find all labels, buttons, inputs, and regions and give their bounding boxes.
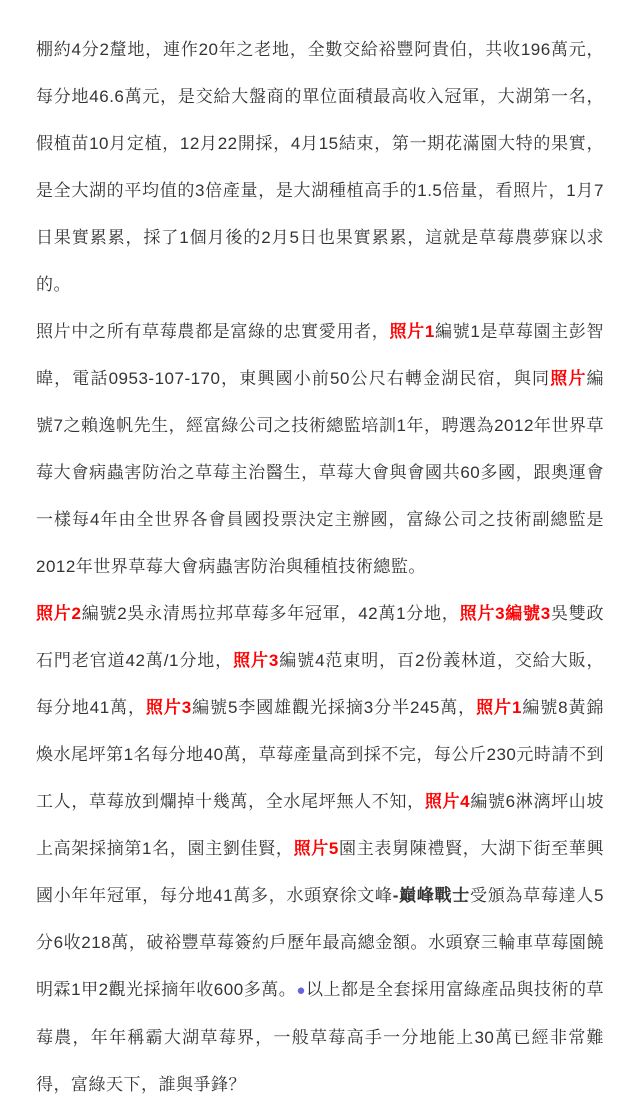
photo-ref-highlight: 照片3編號3 — [459, 604, 551, 623]
text-segment: 編號8黃錦煥水尾坪第1名每分地40萬，草莓產量高到採不完，每公斤230元時請不到工人，草莓放到爛掉十幾萬，全水尾坪無人不知， — [36, 698, 604, 811]
text-segment: 編號5李國雄觀光採摘3分半245萬， — [191, 698, 477, 717]
text-segment: 編號7之賴逸帆先生，經富綠公司之技術總監培訓1年，聘選為2012年世界草莓大會病蟲害防治之草莓主治醫生，草莓大會與會國共60多國，跟奧運會一樣每4年由全世界各會員國投票決定主辦國，富綠公司之技術副總監是2012年世界草莓大會病蟲害防治與種植技術總監。 — [36, 369, 605, 576]
photo-ref-highlight: 照片1 — [476, 698, 522, 717]
text-segment: 編號6淋漓坪山坡上高架採摘第1名，園主劉佳賢， — [36, 792, 604, 858]
text-segment: 編號4范東明，百2份義林道，交給大販，每分地41萬， — [36, 651, 604, 717]
text-segment: 照片中之所有草莓農都是富綠的忠實愛用者， — [36, 322, 390, 341]
photo-ref-highlight: 照片5 — [293, 839, 339, 858]
paragraph — [36, 590, 604, 1108]
text-segment: 編號1是草莓園主彭智暐，電話0953-107-170，東興國小前50公尺右轉金湖民宿，與同 — [36, 322, 604, 388]
photo-ref-highlight: 照片3 — [145, 698, 192, 717]
bold-text-segment: -巔峰戰士 — [392, 886, 470, 905]
photo-ref-highlight: 照片3 — [233, 651, 279, 670]
text-segment: 棚約4分2釐地，連作20年之老地，全數交給裕豐阿貴伯，共收196萬元，每分地46.6萬元，是交給大盤商的單位面積最高收入冠軍，大湖第一名，假植苗10月定植，12月22開採，4月15結束，第一期花滿園大特的果實，是全大湖的平均值的3倍產量，是大湖種植高手的1.5倍量，看照片，1月7日果實累累，採了1個月後的2月5日也果實累累，這就是草莓農夢寐以求的。 — [36, 40, 604, 294]
text-segment: 以上都是全套採用富綠產品與技術的草莓農，年年稱霸大湖草莓界，一般草莓高手一分地能上30萬已經非常難得，富綠天下，誰與爭鋒？ — [36, 980, 605, 1094]
photo-ref-highlight: 照片4 — [424, 792, 471, 811]
paragraph — [36, 26, 604, 308]
paragraph — [36, 308, 604, 590]
text-segment: 編號2吳永清馬拉邦草莓多年冠軍，42萬1分地， — [81, 604, 460, 623]
text-segment: 受頒為草莓達人5分6收218萬，破裕豐草莓簽約戶歷年最高總金額。水頭寮三輪車草莓園饒明霖1甲2觀光採摘年收600多萬。 — [36, 886, 604, 999]
text-segment: 園主表舅陳禮賢，大湖下街至華興國小年年冠軍，每分地41萬多，水頭寮徐文峰 — [36, 839, 604, 905]
photo-ref-highlight: 照片2 — [36, 604, 82, 623]
text-segment: 吳雙政石門老官道42萬/1分地， — [36, 604, 604, 670]
photo-ref-highlight: 照片 — [550, 369, 587, 388]
photo-ref-highlight: 照片1 — [389, 322, 435, 341]
bullet-marker: ● — [296, 982, 306, 999]
